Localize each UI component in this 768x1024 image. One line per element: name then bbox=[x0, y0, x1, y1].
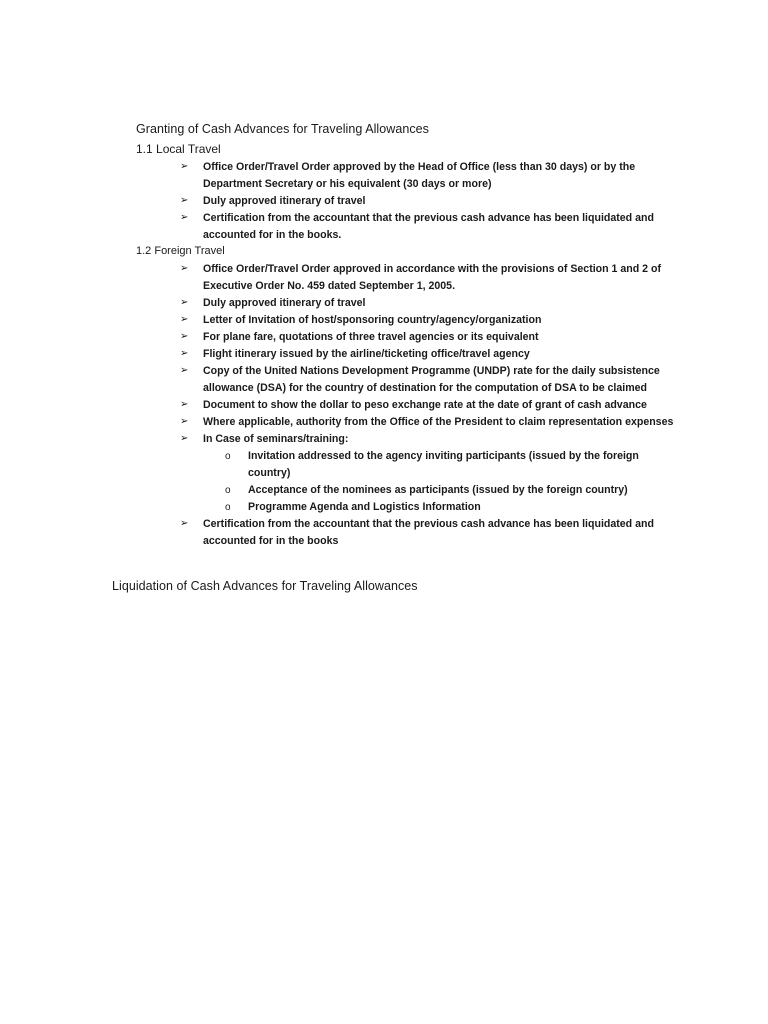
list-item-text: Letter of Invitation of host/sponsoring country/agency/organization bbox=[203, 314, 542, 326]
list-item-text: Certification from the accountant that the previous cash advance has been liquidated and accounted for in the books. bbox=[203, 212, 654, 241]
list-item-text: In Case of seminars/training: bbox=[203, 433, 349, 445]
arrow-bullet-icon: ➢ bbox=[180, 297, 189, 308]
arrow-bullet-icon: ➢ bbox=[180, 433, 189, 444]
list-item bbox=[180, 210, 680, 244]
local-travel-list bbox=[180, 159, 680, 244]
arrow-bullet-icon: ➢ bbox=[180, 399, 189, 410]
list-item-text: Office Order/Travel Order approved by the Head of Office (less than 30 days) or by the Department Secretary or his equivalent (30 days or more) bbox=[203, 161, 636, 190]
arrow-bullet-icon: ➢ bbox=[180, 195, 189, 206]
list-item bbox=[180, 397, 680, 414]
list-item bbox=[180, 363, 680, 397]
list-item bbox=[180, 346, 680, 363]
sub-list-item-text: Programme Agenda and Logistics Information bbox=[248, 501, 481, 513]
sub-list-item bbox=[225, 499, 680, 516]
arrow-bullet-icon: ➢ bbox=[180, 263, 189, 274]
circle-bullet-icon: o bbox=[225, 451, 231, 462]
list-item-text: Flight itinerary issued by the airline/ticketing office/travel agency bbox=[203, 348, 530, 360]
section-title-granting: Granting of Cash Advances for Traveling Allowances bbox=[136, 122, 429, 136]
seminar-sublist bbox=[225, 448, 680, 516]
list-item bbox=[180, 329, 680, 346]
list-item bbox=[180, 312, 680, 329]
foreign-travel-list bbox=[180, 261, 680, 550]
list-item bbox=[180, 431, 680, 516]
arrow-bullet-icon: ➢ bbox=[180, 348, 189, 359]
arrow-bullet-icon: ➢ bbox=[180, 365, 189, 376]
list-item bbox=[180, 159, 680, 193]
list-item bbox=[180, 261, 680, 295]
list-item bbox=[180, 516, 680, 550]
arrow-bullet-icon: ➢ bbox=[180, 331, 189, 342]
sub-list-item bbox=[225, 448, 680, 482]
list-item bbox=[180, 193, 680, 210]
list-item bbox=[180, 414, 680, 431]
list-item-text: Where applicable, authority from the Office of the President to claim representation expenses bbox=[203, 416, 674, 428]
list-item bbox=[180, 295, 680, 312]
list-item-text: Document to show the dollar to peso exchange rate at the date of grant of cash advance bbox=[203, 399, 647, 411]
list-item-text: Duly approved itinerary of travel bbox=[203, 195, 366, 207]
arrow-bullet-icon: ➢ bbox=[180, 314, 189, 325]
sub-list-item bbox=[225, 482, 680, 499]
arrow-bullet-icon: ➢ bbox=[180, 161, 189, 172]
list-item-text: Certification from the accountant that the previous cash advance has been liquidated and accounted for in the books bbox=[203, 518, 654, 547]
list-item-text: For plane fare, quotations of three travel agencies or its equivalent bbox=[203, 331, 539, 343]
arrow-bullet-icon: ➢ bbox=[180, 518, 189, 529]
arrow-bullet-icon: ➢ bbox=[180, 212, 189, 223]
list-item-text: Copy of the United Nations Development Programme (UNDP) rate for the daily subsistence allowance (DSA) for the country of destination for the computation of DSA to be claimed bbox=[203, 365, 660, 394]
list-item-text: Office Order/Travel Order approved in accordance with the provisions of Section 1 and 2 of Executive Order No. 459 dated September 1, 2005. bbox=[203, 263, 661, 292]
sub-list-item-text: Acceptance of the nominees as participants (issued by the foreign country) bbox=[248, 484, 628, 496]
circle-bullet-icon: o bbox=[225, 485, 231, 496]
arrow-bullet-icon: ➢ bbox=[180, 416, 189, 427]
subsection-local-travel: 1.1 Local Travel bbox=[136, 142, 221, 156]
circle-bullet-icon: o bbox=[225, 502, 231, 513]
subsection-foreign-travel: 1.2 Foreign Travel bbox=[136, 245, 225, 257]
section-title-liquidation: Liquidation of Cash Advances for Traveling Allowances bbox=[112, 579, 418, 593]
sub-list-item-text: Invitation addressed to the agency inviting participants (issued by the foreign country) bbox=[248, 450, 639, 479]
list-item-text: Duly approved itinerary of travel bbox=[203, 297, 366, 309]
